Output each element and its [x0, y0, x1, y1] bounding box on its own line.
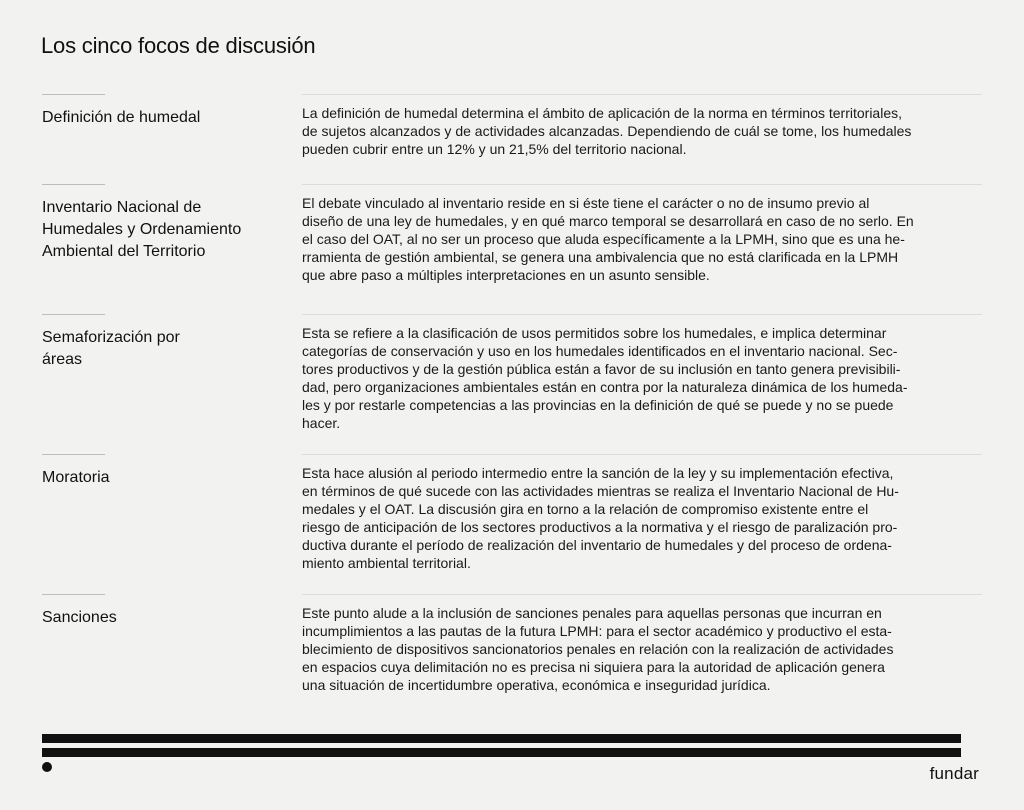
divider [42, 94, 105, 95]
focus-description: Esta hace alusión al periodo intermedio entre la sanción de la ley y su implementación efectiva, en términos de qué sucede con las actividades mientras se realiza el Inventario Nacional de Hu- medales y el OAT. La discusión gira en torno a la relación de compromiso existente entre el riesgo de anticipación de los sectores productivos a la normativa y el riesgo de paralización pro- ductiva durante el período de realización del inventario de humedales y del proceso de ordena- miento ambiental territorial. [302, 465, 899, 571]
divider [42, 184, 105, 185]
footer-dot-icon [42, 762, 52, 772]
divider [42, 454, 105, 455]
focus-description: El debate vinculado al inventario reside en si éste tiene el carácter o no de insumo previo al diseño de una ley de humedales, y en qué marco temporal se desarrollará en caso de no serlo. En el caso del OAT, al no ser un proceso que aluda específicamente a la LPMH, sino que es una he- rramienta de gestión ambiental, se genera una ambivalencia que no está clarificada en la LPMH que abre paso a múltiples interpretaciones en un asunto sensible. [302, 195, 914, 283]
divider [42, 594, 105, 595]
divider [302, 184, 982, 185]
focus-description: Esta se refiere a la clasificación de usos permitidos sobre los humedales, e implica determinar categorías de conservación y uso en los humedales identificados en el inventario nacional. Sec- tores productivos y de la gestión pública están a favor de su inclusión en tanto genera previsibili- dad, pero organizaciones ambientales están en contra por la naturaleza dinámica de los humeda- les y por restarle competencias a las provincias en la definición de qué se puede y no se puede hacer. [302, 325, 908, 431]
divider [302, 94, 982, 95]
focus-term: Semaforización por áreas [42, 329, 180, 368]
divider [302, 454, 982, 455]
footer-bar-bottom [42, 748, 961, 757]
focus-description: Este punto alude a la inclusión de sanciones penales para aquellas personas que incurran en incumplimientos a las pautas de la futura LPMH: para el sector académico y productivo el esta- blecimiento de dispositivos sancionatorios penales en relación con la realización de actividades en espacios cuya delimitación no es precisa ni siquiera para la autoridad de aplicación genera una situación de incertidumbre operativa, económica e inseguridad jurídica. [302, 605, 894, 693]
divider [302, 314, 982, 315]
focus-description: La definición de humedal determina el ámbito de aplicación de la norma en términos territoriales, de sujetos alcanzados y de actividades alcanzadas. Dependiendo de cuál se tome, los humedales pueden cubrir entre un 12% y un 21,5% del territorio nacional. [302, 105, 912, 157]
focus-term: Sanciones [42, 609, 117, 626]
page-title: Los cinco focos de discusión [41, 33, 316, 58]
footer-bar-top [42, 734, 961, 743]
divider [302, 594, 982, 595]
focus-term: Moratoria [42, 469, 110, 486]
focus-term: Definición de humedal [42, 109, 201, 126]
brand-logo: fundar [929, 764, 979, 783]
focus-term: Inventario Nacional de Humedales y Ordenamiento Ambiental del Territorio [42, 199, 242, 260]
divider [42, 314, 105, 315]
